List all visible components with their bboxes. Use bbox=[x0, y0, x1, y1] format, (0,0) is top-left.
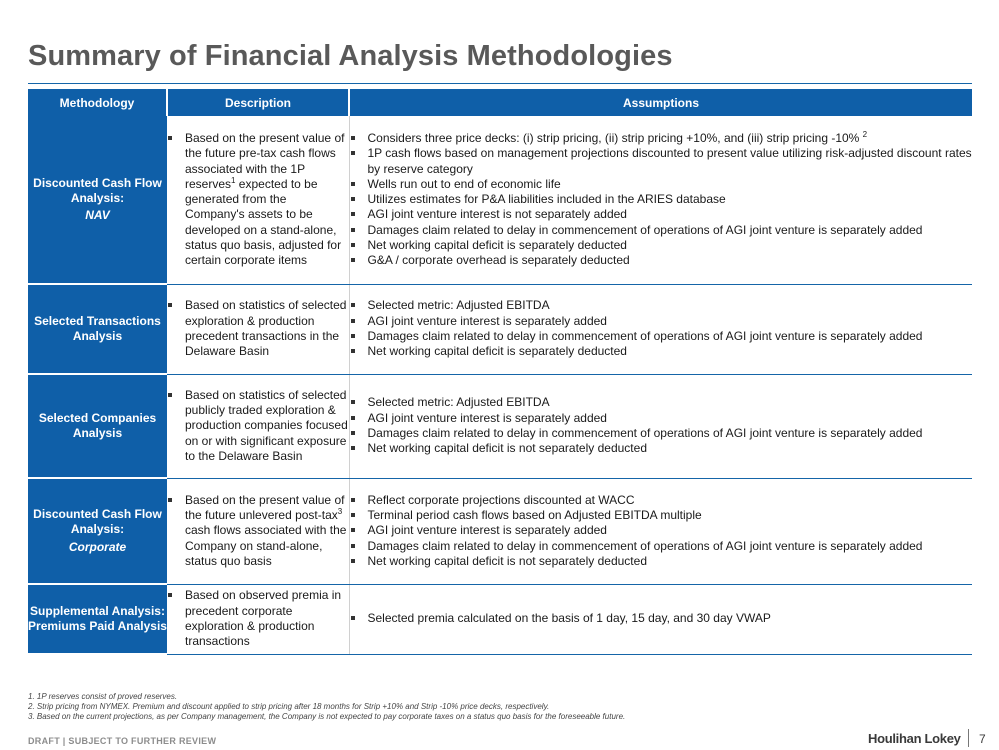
header-assumptions: Assumptions bbox=[349, 89, 972, 116]
assumptions-cell bbox=[349, 116, 972, 284]
methodology-table bbox=[28, 89, 972, 655]
bullet-item bbox=[350, 441, 973, 456]
bullet-item bbox=[350, 493, 973, 508]
bullet-text: Damages claim related to delay in commencement of operations of AGI joint venture is separately added bbox=[367, 222, 923, 237]
methodology-subtitle: NAV bbox=[85, 208, 110, 223]
bullet-text: AGI joint venture interest is separately added bbox=[367, 410, 607, 425]
assumptions-list bbox=[350, 298, 973, 359]
bullet-item bbox=[350, 223, 973, 238]
bullet-text: AGI joint venture interest is not separately added bbox=[367, 207, 627, 222]
bullet-item bbox=[350, 298, 973, 313]
page-number: 7 bbox=[979, 732, 986, 746]
methodology-subtitle: Corporate bbox=[68, 539, 127, 554]
footnote: 1. 1P reserves consist of proved reserves. bbox=[28, 692, 178, 701]
bullet-item bbox=[350, 411, 973, 426]
description-cell bbox=[167, 374, 349, 478]
bullet-text: Based on observed premia in precedent corporate exploration & production transactions bbox=[185, 588, 342, 649]
bullet-item bbox=[350, 426, 973, 441]
table-row bbox=[28, 478, 972, 584]
description-list bbox=[167, 388, 349, 464]
methodology-cell bbox=[28, 374, 167, 478]
bullet-item bbox=[350, 329, 973, 344]
bullet-item bbox=[350, 539, 973, 554]
bullet-item bbox=[350, 192, 973, 207]
bullet-item bbox=[350, 523, 973, 538]
brand-divider bbox=[968, 729, 969, 747]
assumptions-list bbox=[350, 395, 973, 456]
bullet-text: Selected metric: Adjusted EBITDA bbox=[367, 298, 550, 313]
bullet-item bbox=[167, 493, 349, 569]
bullet-item bbox=[350, 344, 973, 359]
bullet-text: Based on the present value of the future pre-tax cash flows associated with the 1P reserves bbox=[185, 130, 345, 191]
table-header-row bbox=[28, 89, 972, 116]
description-list bbox=[167, 298, 349, 359]
assumptions-list bbox=[350, 131, 973, 269]
bullet-text: Damages claim related to delay in commencement of operations of AGI joint venture is separately added bbox=[367, 426, 923, 440]
bullet-item bbox=[350, 177, 973, 192]
methodology-name: Discounted Cash Flow Analysis: bbox=[33, 507, 162, 537]
description-list bbox=[167, 131, 349, 269]
description-cell bbox=[167, 478, 349, 584]
table-row bbox=[28, 284, 972, 374]
bullet-text: Damages claim related to delay in commencement of operations of AGI joint venture is separately added bbox=[367, 538, 923, 553]
bullet-text: Selected metric: Adjusted EBITDA bbox=[367, 395, 550, 410]
description-cell bbox=[167, 284, 349, 374]
bullet-text: expected to be generated from the Company's assets to be developed on a stand-alone, status quo basis, adjusted for certain corporate items bbox=[185, 176, 342, 268]
bullet-text: Net working capital deficit is separately deducted bbox=[367, 344, 627, 359]
footnote-ref: 1 bbox=[231, 175, 236, 185]
methodology-name: Discounted Cash Flow Analysis: bbox=[33, 175, 162, 205]
bullet-text: AGI joint venture interest is separately added bbox=[367, 313, 607, 328]
footnote: 3. Based on the current projections, as per Company management, the Company is not expected to pay corporate taxes on a status quo basis for the foreseeable future. bbox=[28, 712, 626, 721]
bullet-text: Reflect corporate projections discounted at WACC bbox=[367, 492, 635, 507]
bullet-item bbox=[350, 253, 973, 268]
assumptions-cell bbox=[349, 374, 972, 478]
bullet-text: Wells run out to end of economic life bbox=[367, 176, 561, 191]
methodology-name: Supplemental Analysis: Premiums Paid Analysis bbox=[28, 603, 167, 633]
bullet-item bbox=[350, 395, 973, 410]
bullet-item bbox=[350, 207, 973, 222]
bullet-item bbox=[350, 131, 973, 146]
assumptions-list bbox=[350, 493, 973, 569]
bullet-text: Net working capital deficit is not separately deducted bbox=[367, 553, 647, 568]
table-row bbox=[28, 374, 972, 478]
draft-label: DRAFT | SUBJECT TO FURTHER REVIEW bbox=[28, 736, 217, 746]
bullet-item bbox=[350, 611, 973, 626]
assumptions-cell bbox=[349, 478, 972, 584]
footnote-ref: 3 bbox=[337, 507, 343, 517]
bullet-item bbox=[350, 238, 973, 253]
methodology-cell bbox=[28, 478, 167, 584]
footnote: 2. Strip pricing from NYMEX. Premium and discount applied to strip pricing after 18 months for Strip +10% and Strip -10% price decks, respectively. bbox=[28, 702, 550, 711]
bullet-text: cash flows associated with the Company on stand-alone, status quo basis bbox=[185, 523, 347, 568]
header-description: Description bbox=[167, 89, 349, 116]
bullet-text: Damages claim related to delay in commencement of operations of AGI joint venture is separately added bbox=[367, 329, 923, 343]
title-divider bbox=[28, 83, 972, 84]
description-list bbox=[167, 493, 349, 569]
assumptions-cell bbox=[349, 584, 972, 654]
header-methodology: Methodology bbox=[28, 89, 167, 116]
table-row bbox=[28, 584, 972, 654]
page-title: Summary of Financial Analysis Methodologies bbox=[28, 40, 673, 72]
bullet-text: Selected premia calculated on the basis of 1 day, 15 day, and 30 day VWAP bbox=[367, 611, 771, 626]
bullet-item bbox=[167, 588, 349, 649]
description-list bbox=[167, 588, 349, 649]
bullet-text: Net working capital deficit is not separately deducted bbox=[367, 441, 647, 456]
methodology-cell bbox=[28, 284, 167, 374]
bullet-item bbox=[350, 554, 973, 569]
bullet-text: Based on the present value of the future unlevered post-tax bbox=[185, 492, 345, 523]
bullet-item bbox=[167, 131, 349, 269]
bullet-item bbox=[350, 314, 973, 329]
footnote-ref: 2 bbox=[862, 129, 868, 139]
brand-logo: Houlihan Lokey bbox=[868, 731, 961, 746]
bullet-item bbox=[350, 508, 973, 523]
methodology-name: Selected Transactions Analysis bbox=[34, 313, 161, 343]
table-row bbox=[28, 116, 972, 284]
bullet-text: 1P cash flows based on management projections discounted to present value utilizing risk-adjusted discount rates by reserve category bbox=[367, 146, 972, 176]
bullet-text: AGI joint venture interest is separately added bbox=[367, 523, 607, 538]
bullet-item bbox=[167, 298, 349, 359]
assumptions-list bbox=[350, 611, 973, 626]
bullet-text: Considers three price decks: (i) strip pricing, (ii) strip pricing +10%, and (iii) strip pricing -10% bbox=[367, 130, 863, 145]
bullet-text: Based on statistics of selected publicly traded exploration & production companies focused on or with significant exposure to the Delaware Basin bbox=[185, 387, 348, 463]
bullet-text: Based on statistics of selected exploration & production precedent transactions in the Delaware Basin bbox=[185, 298, 347, 359]
bullet-text: G&A / corporate overhead is separately deducted bbox=[367, 253, 630, 268]
methodology-cell bbox=[28, 116, 167, 284]
methodology-name: Selected Companies Analysis bbox=[38, 410, 157, 440]
description-cell bbox=[167, 584, 349, 654]
methodology-cell bbox=[28, 584, 167, 654]
bullet-text: Net working capital deficit is separately deducted bbox=[367, 237, 627, 252]
bullet-text: Terminal period cash flows based on Adjusted EBITDA multiple bbox=[367, 508, 702, 523]
bullet-item bbox=[350, 146, 973, 177]
description-cell bbox=[167, 116, 349, 284]
bullet-text: Utilizes estimates for P&A liabilities included in the ARIES database bbox=[367, 192, 726, 207]
bullet-item bbox=[167, 388, 349, 464]
assumptions-cell bbox=[349, 284, 972, 374]
footnotes bbox=[28, 692, 625, 722]
